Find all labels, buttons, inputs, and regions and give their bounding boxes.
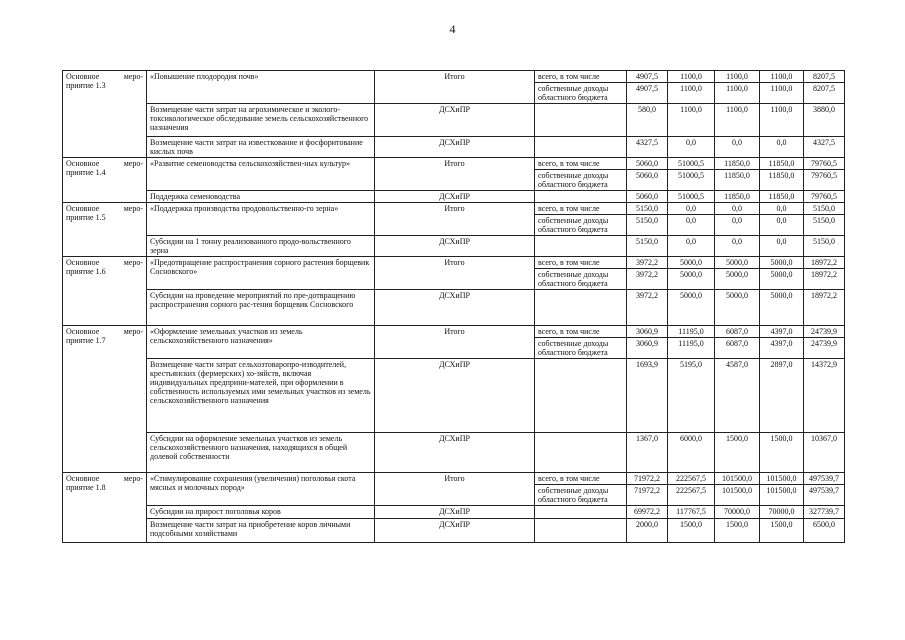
year-value-cell: 2897,0 [760, 359, 804, 433]
funding-source-cell [535, 104, 627, 137]
funding-source-cell: собственные доходы областного бюджета [535, 269, 627, 290]
funding-source-cell [535, 137, 627, 158]
responsible-cell: ДСХиПР [375, 191, 535, 203]
program-cell: Основное меро-приятие 1.6 [63, 257, 147, 326]
year-value-cell: 11850,0 [715, 191, 760, 203]
year-value-cell: 5000,0 [760, 290, 804, 326]
year-value-cell: 5000,0 [715, 290, 760, 326]
funding-source-cell: всего, в том числе [535, 257, 627, 269]
program-cell: Основное меро-приятие 1.4 [63, 158, 147, 203]
event-name-cell: Субсидии на 1 тонну реализованного продо-вольственного зерна [147, 236, 375, 257]
total-cell: 79760,5 [804, 191, 845, 203]
year-value-cell: 1500,0 [668, 519, 715, 543]
year-value-cell: 3060,9 [627, 326, 668, 338]
event-name-cell: «Предотвращение распространения сорного растения борщевик Сосновского» [147, 257, 375, 290]
responsible-cell: ДСХиПР [375, 519, 535, 543]
year-value-cell: 4907,5 [627, 71, 668, 83]
year-value-cell: 5000,0 [715, 269, 760, 290]
program-cell: Основное меро-приятие 1.7 [63, 326, 147, 473]
year-value-cell: 2000,0 [627, 519, 668, 543]
event-name-cell: «Стимулирование сохранения (увеличения) поголовья скота мясных и молочных пород» [147, 473, 375, 506]
total-cell: 18972,2 [804, 290, 845, 326]
table-row [63, 158, 845, 170]
responsible-cell: Итого [375, 473, 535, 506]
year-value-cell: 0,0 [715, 215, 760, 236]
year-value-cell: 5150,0 [627, 203, 668, 215]
funding-source-cell [535, 191, 627, 203]
event-name-cell: «Оформление земельных участков из земель сельскохозяйственного назначения» [147, 326, 375, 359]
year-value-cell: 1100,0 [668, 83, 715, 104]
table-row [63, 236, 845, 257]
responsible-cell: ДСХиПР [375, 359, 535, 433]
event-name-cell: Возмещение части затрат на известкование и фосфоритование кислых почв [147, 137, 375, 158]
total-cell: 79760,5 [804, 158, 845, 170]
event-name-cell: «Поддержка производства продовольственно-го зерна» [147, 203, 375, 236]
year-value-cell: 51000,5 [668, 158, 715, 170]
responsible-cell: ДСХиПР [375, 290, 535, 326]
year-value-cell: 0,0 [760, 236, 804, 257]
year-value-cell: 51000,5 [668, 191, 715, 203]
funding-source-cell [535, 359, 627, 433]
year-value-cell: 222567,5 [668, 485, 715, 506]
program-cell: Основное меро-приятие 1.8 [63, 473, 147, 543]
year-value-cell: 0,0 [715, 236, 760, 257]
total-cell: 18972,2 [804, 269, 845, 290]
funding-source-cell: собственные доходы областного бюджета [535, 485, 627, 506]
year-value-cell: 101500,0 [760, 485, 804, 506]
event-name-cell: Поддержка семеноводства [147, 191, 375, 203]
year-value-cell: 5000,0 [760, 269, 804, 290]
page-number: 4 [449, 22, 456, 36]
table-row [63, 433, 845, 473]
event-name-cell: «Повышение плодородия почв» [147, 71, 375, 104]
year-value-cell: 5150,0 [627, 236, 668, 257]
year-value-cell: 11850,0 [760, 158, 804, 170]
year-value-cell: 3972,2 [627, 290, 668, 326]
year-value-cell: 0,0 [715, 137, 760, 158]
year-value-cell: 1500,0 [715, 519, 760, 543]
year-value-cell: 1100,0 [668, 104, 715, 137]
total-cell: 4327,5 [804, 137, 845, 158]
year-value-cell: 5060,0 [627, 170, 668, 191]
funding-source-cell: собственные доходы областного бюджета [535, 215, 627, 236]
responsible-cell: ДСХиПР [375, 506, 535, 519]
year-value-cell: 1367,0 [627, 433, 668, 473]
total-cell: 18972,2 [804, 257, 845, 269]
responsible-cell: Итого [375, 326, 535, 359]
event-name-cell: Возмещение части затрат на приобретение коров личными подсобными хозяйствами [147, 519, 375, 543]
year-value-cell: 117767,5 [668, 506, 715, 519]
year-value-cell: 101500,0 [760, 473, 804, 485]
table-row [63, 359, 845, 433]
funding-source-cell [535, 290, 627, 326]
year-value-cell: 1100,0 [760, 83, 804, 104]
event-name-cell: Субсидии на проведение мероприятий по пре-дотвращению распространения сорного рас-тения борщевик Сосновского [147, 290, 375, 326]
year-value-cell: 71972,2 [627, 473, 668, 485]
year-value-cell: 3060,9 [627, 338, 668, 359]
table-row [63, 191, 845, 203]
total-cell: 5150,0 [804, 203, 845, 215]
table-row [63, 137, 845, 158]
year-value-cell: 4397,0 [760, 326, 804, 338]
year-value-cell: 0,0 [760, 137, 804, 158]
year-value-cell: 5000,0 [668, 269, 715, 290]
year-value-cell: 5000,0 [668, 257, 715, 269]
year-value-cell: 1500,0 [760, 519, 804, 543]
year-value-cell: 11850,0 [715, 158, 760, 170]
year-value-cell: 0,0 [715, 203, 760, 215]
funding-source-cell: собственные доходы областного бюджета [535, 338, 627, 359]
year-value-cell: 6087,0 [715, 326, 760, 338]
table-row [63, 104, 845, 137]
event-name-cell: Субсидии на прирост поголовья коров [147, 506, 375, 519]
year-value-cell: 1500,0 [760, 433, 804, 473]
year-value-cell: 5150,0 [627, 215, 668, 236]
year-value-cell: 4397,0 [760, 338, 804, 359]
funding-source-cell [535, 506, 627, 519]
event-name-cell: Возмещение части затрат на агрохимическое и эколого-токсикологическое обследование земель сельскохозяйственного назначения [147, 104, 375, 137]
year-value-cell: 5000,0 [715, 257, 760, 269]
year-value-cell: 11850,0 [715, 170, 760, 191]
total-cell: 327739,7 [804, 506, 845, 519]
year-value-cell: 0,0 [668, 236, 715, 257]
year-value-cell: 0,0 [668, 203, 715, 215]
table-row [63, 203, 845, 215]
year-value-cell: 69972,2 [627, 506, 668, 519]
year-value-cell: 6087,0 [715, 338, 760, 359]
total-cell: 3880,0 [804, 104, 845, 137]
funding-source-cell: собственные доходы областного бюджета [535, 83, 627, 104]
event-name-cell: Возмещение части затрат сельхозтоваропро-изводителей, крестьянских (фермерских) хо-зяйств, включая индивидуальных предприни-мателей, при оформлении в собственность используемых ими земельных участков из земель сельскохозяйственного назначения [147, 359, 375, 433]
responsible-cell: Итого [375, 257, 535, 290]
responsible-cell: Итого [375, 158, 535, 191]
year-value-cell: 4327,5 [627, 137, 668, 158]
table-row [63, 71, 845, 83]
year-value-cell: 3972,2 [627, 269, 668, 290]
year-value-cell: 5000,0 [668, 290, 715, 326]
table-row [63, 326, 845, 338]
table-row [63, 257, 845, 269]
total-cell: 10367,0 [804, 433, 845, 473]
responsible-cell: ДСХиПР [375, 236, 535, 257]
total-cell: 8207,5 [804, 71, 845, 83]
funding-source-cell: всего, в том числе [535, 473, 627, 485]
year-value-cell: 1100,0 [760, 104, 804, 137]
year-value-cell: 4587,0 [715, 359, 760, 433]
total-cell: 497539,7 [804, 473, 845, 485]
table-row [63, 473, 845, 485]
year-value-cell: 0,0 [760, 215, 804, 236]
year-value-cell: 6000,0 [668, 433, 715, 473]
year-value-cell: 51000,5 [668, 170, 715, 191]
year-value-cell: 0,0 [760, 203, 804, 215]
budget-table [62, 70, 845, 543]
year-value-cell: 1100,0 [715, 104, 760, 137]
total-cell: 24739,9 [804, 338, 845, 359]
year-value-cell: 1693,9 [627, 359, 668, 433]
year-value-cell: 5060,0 [627, 191, 668, 203]
year-value-cell: 5060,0 [627, 158, 668, 170]
year-value-cell: 71972,2 [627, 485, 668, 506]
funding-source-cell: всего, в том числе [535, 203, 627, 215]
table-row [63, 519, 845, 543]
responsible-cell: ДСХиПР [375, 433, 535, 473]
total-cell: 6500,0 [804, 519, 845, 543]
funding-source-cell [535, 236, 627, 257]
event-name-cell: Субсидии на оформление земельных участков из земель сельскохозяйственного назначения, находящихся в общей долевой собственности [147, 433, 375, 473]
table-row [63, 506, 845, 519]
funding-source-cell [535, 519, 627, 543]
responsible-cell: ДСХиПР [375, 137, 535, 158]
year-value-cell: 11850,0 [760, 170, 804, 191]
year-value-cell: 1100,0 [715, 83, 760, 104]
program-cell: Основное меро-приятие 1.5 [63, 203, 147, 257]
year-value-cell: 580,0 [627, 104, 668, 137]
year-value-cell: 0,0 [668, 137, 715, 158]
year-value-cell: 5000,0 [760, 257, 804, 269]
year-value-cell: 1500,0 [715, 433, 760, 473]
responsible-cell: ДСХиПР [375, 104, 535, 137]
responsible-cell: Итого [375, 71, 535, 104]
year-value-cell: 4907,5 [627, 83, 668, 104]
year-value-cell: 11850,0 [760, 191, 804, 203]
funding-source-cell: всего, в том числе [535, 71, 627, 83]
total-cell: 24739,9 [804, 326, 845, 338]
table-row [63, 290, 845, 326]
year-value-cell: 1100,0 [668, 71, 715, 83]
year-value-cell: 11195,0 [668, 326, 715, 338]
year-value-cell: 11195,0 [668, 338, 715, 359]
funding-source-cell: всего, в том числе [535, 158, 627, 170]
total-cell: 5150,0 [804, 236, 845, 257]
year-value-cell: 1100,0 [760, 71, 804, 83]
funding-source-cell: всего, в том числе [535, 326, 627, 338]
year-value-cell: 70000,0 [715, 506, 760, 519]
year-value-cell: 222567,5 [668, 473, 715, 485]
total-cell: 8207,5 [804, 83, 845, 104]
responsible-cell: Итого [375, 203, 535, 236]
program-cell: Основное меро-приятие 1.3 [63, 71, 147, 158]
year-value-cell: 70000,0 [760, 506, 804, 519]
event-name-cell: «Развитие семеноводства сельскохозяйствен-ных культур» [147, 158, 375, 191]
year-value-cell: 101500,0 [715, 473, 760, 485]
year-value-cell: 0,0 [668, 215, 715, 236]
year-value-cell: 1100,0 [715, 71, 760, 83]
year-value-cell: 3972,2 [627, 257, 668, 269]
total-cell: 497539,7 [804, 485, 845, 506]
total-cell: 5150,0 [804, 215, 845, 236]
funding-source-cell [535, 433, 627, 473]
total-cell: 79760,5 [804, 170, 845, 191]
year-value-cell: 101500,0 [715, 485, 760, 506]
funding-source-cell: собственные доходы областного бюджета [535, 170, 627, 191]
year-value-cell: 5195,0 [668, 359, 715, 433]
total-cell: 14372,9 [804, 359, 845, 433]
